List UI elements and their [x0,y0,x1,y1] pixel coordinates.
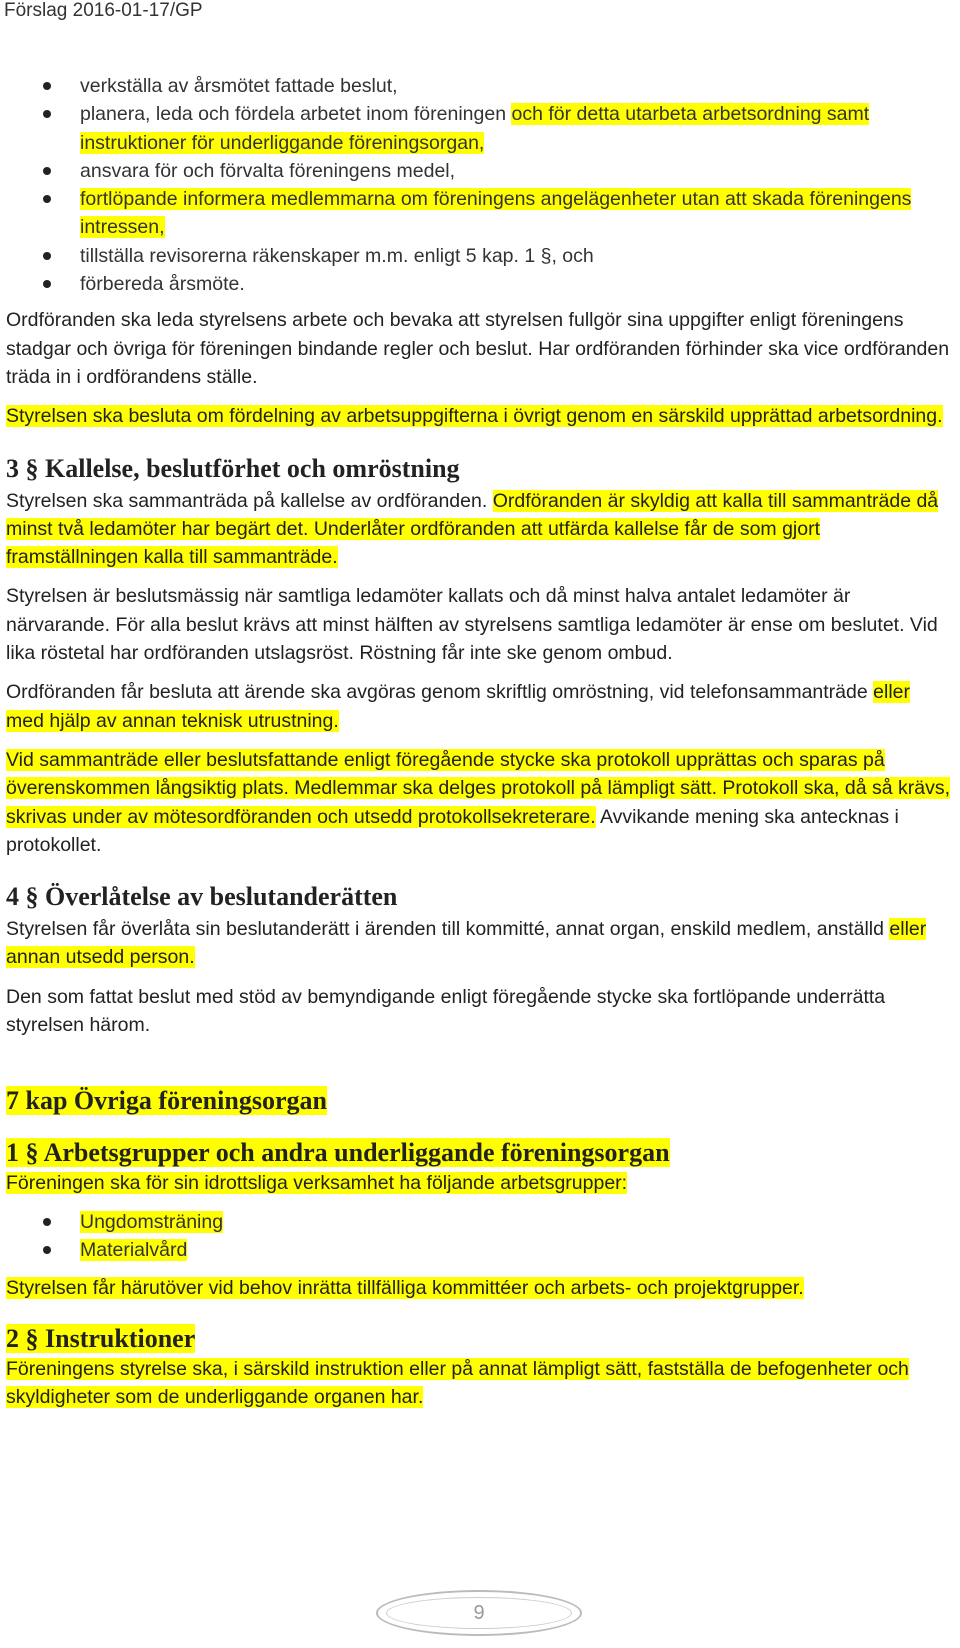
chapter-heading-7 [6,1085,950,1117]
paragraph-text: Ordföranden ska leda styrelsens arbete och bevaka att styrelsen fullgör sina uppgifter enligt föreningens stadgar och övriga för föreningen bindande regler och beslut. [6,309,904,360]
highlighted-text: Vid sammanträde eller beslutsfattande enligt föregående stycke ska protokoll upprättas och sparas på överenskommen långsiktig plats. Medlemmar ska delges protokoll på lämpligt sätt. Protokoll ska, då så krävs, skrivas under av mötesordföranden och utsedd protokollsekreterare. [6,748,950,828]
list-item [6,1208,950,1236]
paragraph-committees [6,1274,950,1302]
highlighted-text: eller med hjälp av annan teknisk utrustning. [6,681,910,732]
paragraph-division [6,402,950,430]
paragraph-chairman [6,306,950,391]
highlighted-text: Föreningen ska för sin idrottsliga verksamhet ha följande arbetsgrupper: [6,1172,628,1195]
list-item [6,157,950,185]
paragraph-minutes [6,746,950,859]
paragraph-workgroups [6,1169,950,1197]
page-number-badge [376,1590,582,1636]
list-item-text: tillställa revisorerna räkenskaper m.m. enligt 5 kap. 1 §, och [80,244,594,267]
section-heading-3: 3 § Kallelse, beslutförhet och omröstning [6,453,460,483]
list-item [6,242,950,270]
highlighted-text: eller annan utsedd person. [6,918,927,969]
paragraph-text: Avvikande mening ska antecknas i protokollet. [6,805,899,856]
paragraph-report: Den som fattat beslut med stöd av bemyndigande enligt föregående stycke ska fortlöpande underrätta styrelsen härom. [6,985,886,1037]
paragraph-text: Styrelsen får överlåta sin beslutanderätt i ärenden till kommitté, annat organ, enskild medlem, anställd [6,918,884,941]
list-item [6,72,950,100]
highlighted-heading: 2 § Instruktioner [6,1323,196,1353]
list-item-text: förbereda årsmöte. [80,273,245,296]
highlighted-text: Ungdomsträning [80,1210,224,1233]
list-item [6,100,950,157]
highlighted-text: Föreningens styrelse ska, i särskild instruktion eller på annat lämpligt sätt, fastställa de befogenheter och skyldigheter som de underliggande organen har. [6,1357,909,1408]
highlighted-heading: 1 § Arbetsgrupper och andra underliggande föreningsorgan [6,1138,670,1168]
list-item [6,270,950,298]
duties-list [6,72,950,298]
paragraph-written-vote [6,678,950,735]
paragraph-instructions [6,1355,950,1412]
highlighted-text: och för detta utarbeta arbetsordning samt instruktioner för underliggande föreningsorgan, [80,103,870,154]
list-item [6,1236,950,1264]
document-body [6,72,950,1411]
section-heading-7-1 [6,1137,950,1169]
highlighted-text: Ordföranden är skyldig att kalla till sammanträde då minst två ledamöter har begärt det. Underlåter ordföranden att utfärda kallelse får de som gjort framställningen kalla till sammanträde. [6,489,939,569]
paragraph-notice [6,487,950,572]
paragraph-delegation [6,915,950,972]
list-item [6,185,950,242]
highlighted-text: Materialvård [80,1238,188,1261]
paragraph-text: Styrelsen ska sammanträda på kallelse av ordföranden. [6,489,488,512]
paragraph-text: Ordföranden får besluta att ärende ska avgöras genom skriftlig omröstning, vid telefonsammanträde [6,681,868,704]
workgroups-list [6,1208,950,1265]
list-item-text: verkställa av årsmötet fattade beslut, [80,75,398,97]
highlighted-text: fortlöpande informera medlemmarna om föreningens angelägenheter utan att skada föreningens intressen, [80,188,912,239]
list-item-text: planera, leda och fördela arbetet inom föreningen [80,103,507,126]
section-heading-4: 4 § Överlåtelse av beslutanderätten [6,882,398,912]
paragraph-text: Har ordföranden förhinder ska vice ordföranden träda in i ordförandens ställe. [6,337,950,388]
paragraph-quorum: Styrelsen är beslutsmässig när samtliga ledamöter kallats och då minst halva antalet ledamöter är närvarande. För alla beslut krävs att minst hälften av styrelsens samtliga ledamöter är ense om beslutet. Vid lika röstetal har ordföranden utslagsröst. Röstning får inte ske genom ombud. [6,585,938,665]
page-number: 9 [473,1602,485,1624]
document-header: Förslag 2016-01-17/GP [4,0,203,21]
highlighted-text: Styrelsen ska besluta om fördelning av arbetsuppgifterna i övrigt genom en särskild upprättad arbetsordning. [6,405,943,428]
list-item-text: ansvara för och förvalta föreningens medel, [80,159,456,182]
section-heading-7-2 [6,1323,950,1355]
highlighted-heading: 7 kap Övriga föreningsorgan [6,1086,327,1116]
highlighted-text: Styrelsen får härutöver vid behov inrätta tillfälliga kommittéer och arbets- och projektgrupper. [6,1277,804,1300]
